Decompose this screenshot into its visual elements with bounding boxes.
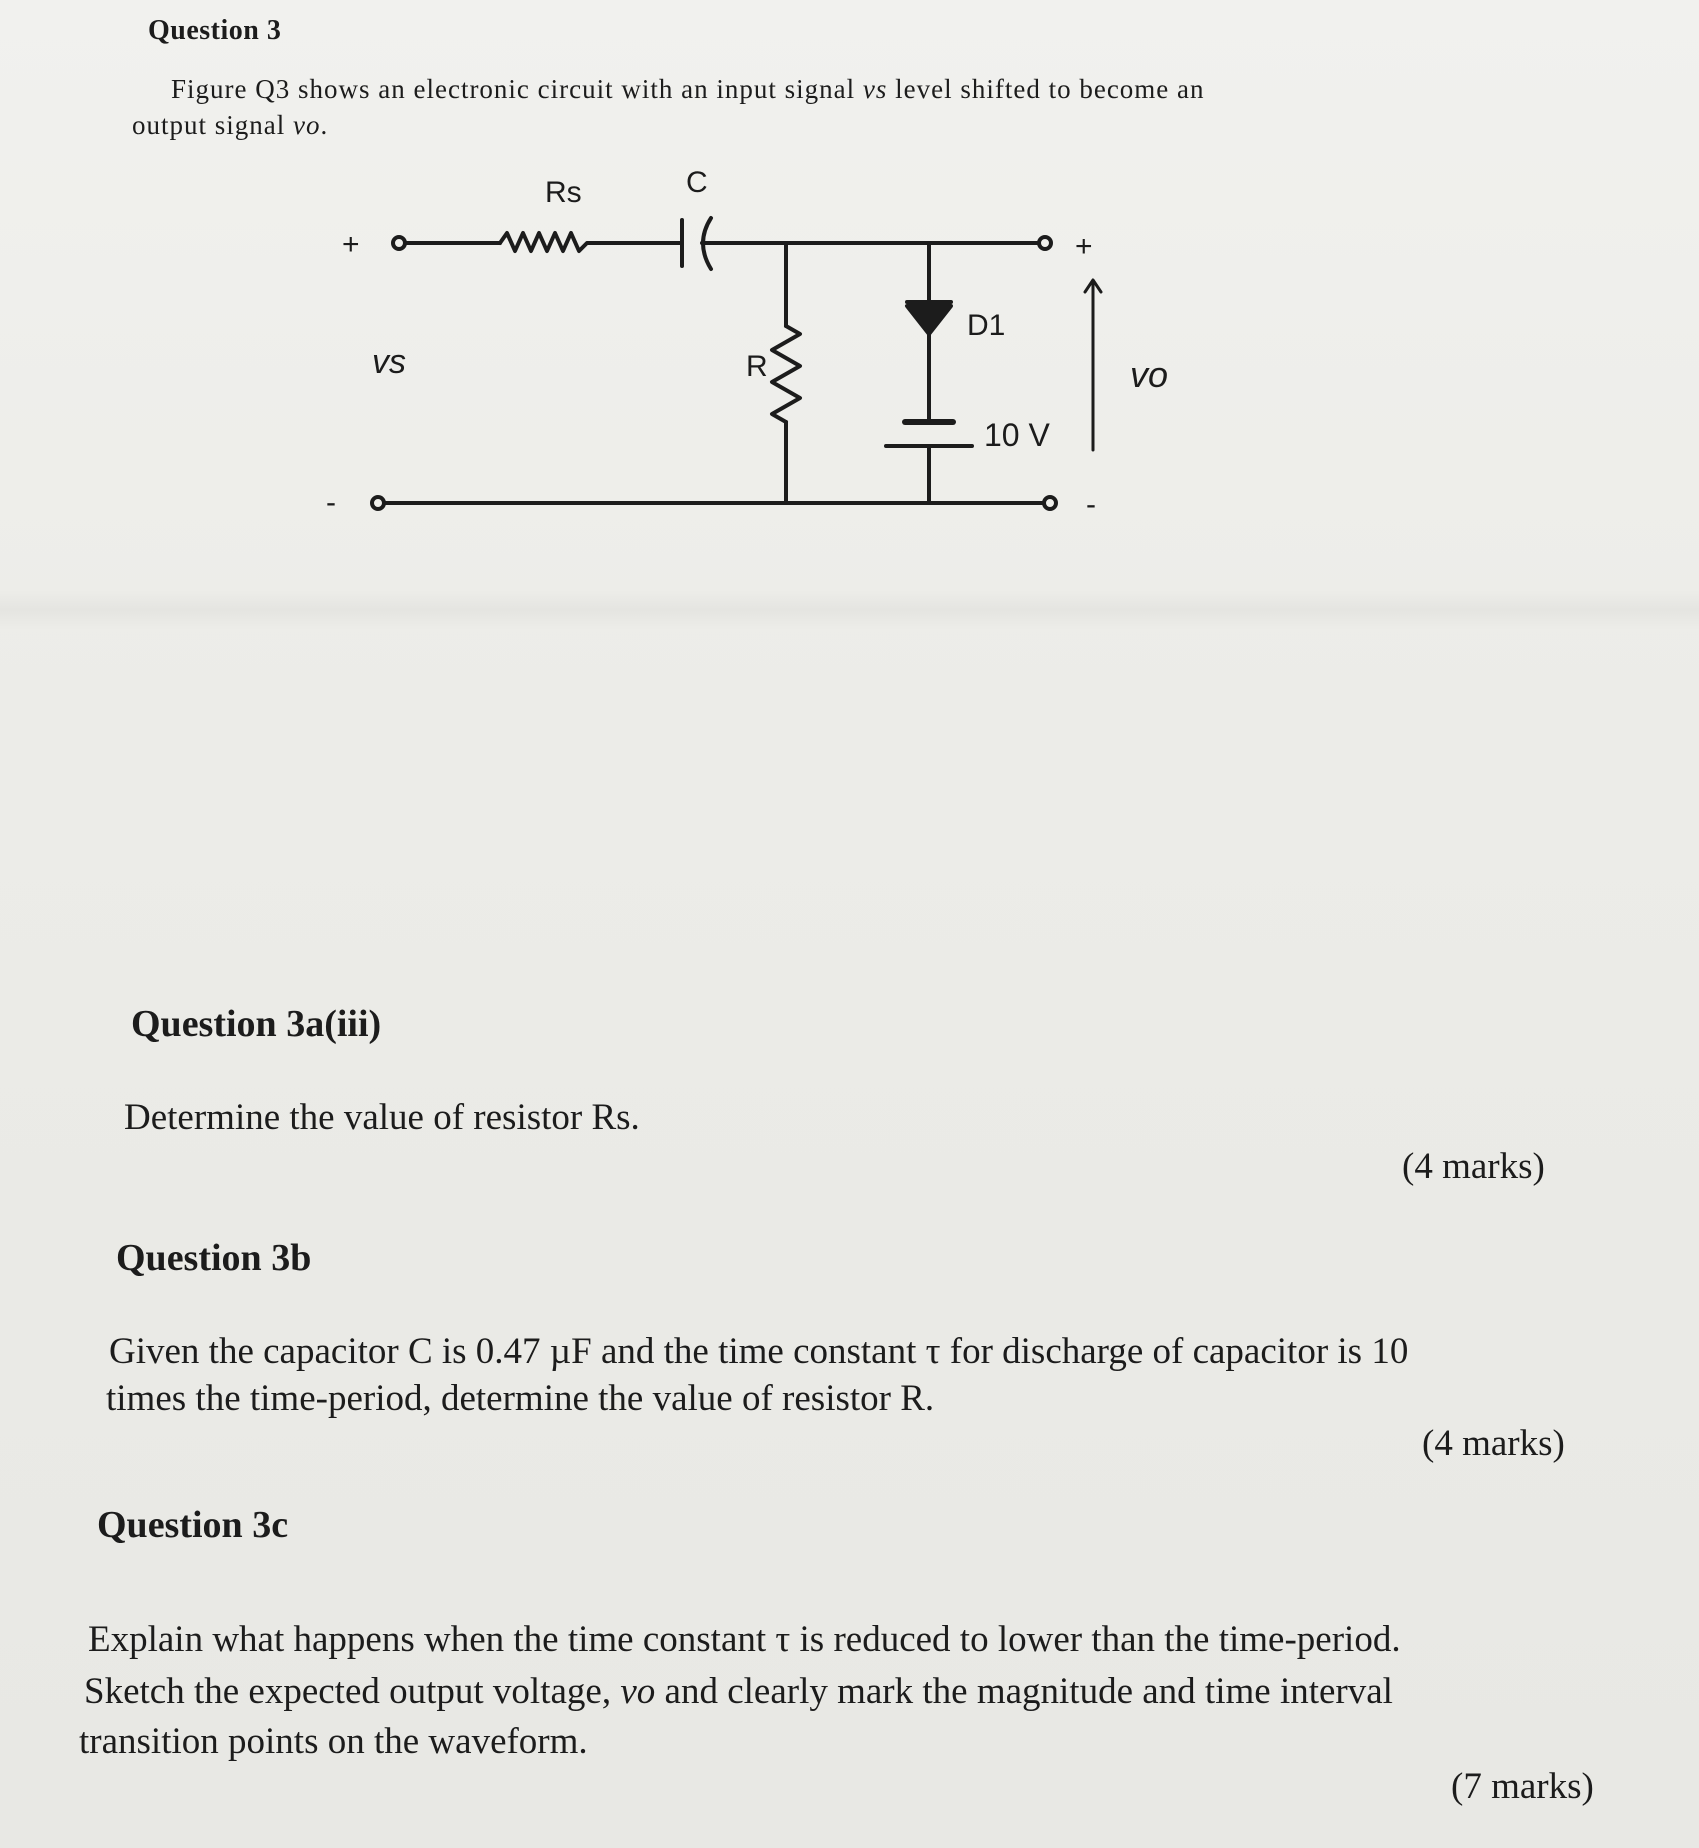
intro-line-2-text-b: . bbox=[320, 110, 329, 140]
q3c-line-2-text-a: Sketch the expected output voltage, bbox=[84, 1671, 621, 1712]
label-battery-10v: 10 V bbox=[984, 417, 1050, 453]
intro-line-2-text-a: output signal bbox=[132, 110, 293, 140]
q3b-line-2: times the time-period, determine the value of resistor R. bbox=[106, 1378, 935, 1419]
resistor-r-symbol bbox=[772, 326, 800, 422]
output-minus-terminal bbox=[1044, 497, 1056, 509]
q3c-line-2-text-b: and clearly mark the magnitude and time interval bbox=[655, 1671, 1393, 1712]
intro-line-1-text-b: level shifted to become an bbox=[887, 74, 1205, 104]
q3a-marks: (4 marks) bbox=[1402, 1146, 1545, 1187]
paper-fold-shadow bbox=[0, 590, 1699, 630]
q3c-var-vo: vo bbox=[620, 1671, 656, 1712]
q3c-line-3: transition points on the waveform. bbox=[79, 1721, 588, 1762]
q3b-heading: Question 3b bbox=[116, 1237, 312, 1279]
q3b-marks: (4 marks) bbox=[1422, 1423, 1565, 1464]
q3c-line-1: Explain what happens when the time constant τ is reduced to lower than the time-period. bbox=[88, 1619, 1401, 1660]
q3c-line-2 bbox=[84, 1670, 1393, 1713]
q3b-line-1: Given the capacitor C is 0.47 µF and the time constant τ for discharge of capacitor is 10 bbox=[109, 1331, 1409, 1372]
diode-d1-triangle bbox=[907, 306, 951, 334]
question-title: Question 3 bbox=[148, 15, 282, 46]
q3a-text: Determine the value of resistor Rs. bbox=[124, 1097, 640, 1138]
q3a-heading: Question 3a(iii) bbox=[131, 1003, 382, 1045]
label-c: C bbox=[686, 166, 708, 199]
label-vo: vo bbox=[1130, 354, 1169, 395]
intro-var-vs: vs bbox=[862, 74, 888, 104]
label-vs: vs bbox=[372, 343, 406, 381]
label-d1: D1 bbox=[967, 309, 1006, 342]
intro-var-vo: vo bbox=[293, 110, 321, 140]
label-plus-out: + bbox=[1075, 230, 1093, 263]
label-r: R bbox=[746, 350, 768, 383]
q3c-heading: Question 3c bbox=[97, 1504, 289, 1546]
label-minus-in: - bbox=[326, 486, 336, 519]
intro-line-1-text-a: Figure Q3 shows an electronic circuit with an input signal bbox=[171, 74, 863, 104]
resistor-rs-symbol bbox=[500, 233, 630, 251]
q3c-marks: (7 marks) bbox=[1451, 1766, 1594, 1807]
circuit-diagram bbox=[0, 0, 1699, 560]
output-plus-terminal bbox=[1039, 237, 1051, 249]
label-rs: Rs bbox=[545, 176, 582, 209]
label-minus-out: - bbox=[1086, 488, 1096, 521]
label-plus-in: + bbox=[342, 228, 360, 261]
